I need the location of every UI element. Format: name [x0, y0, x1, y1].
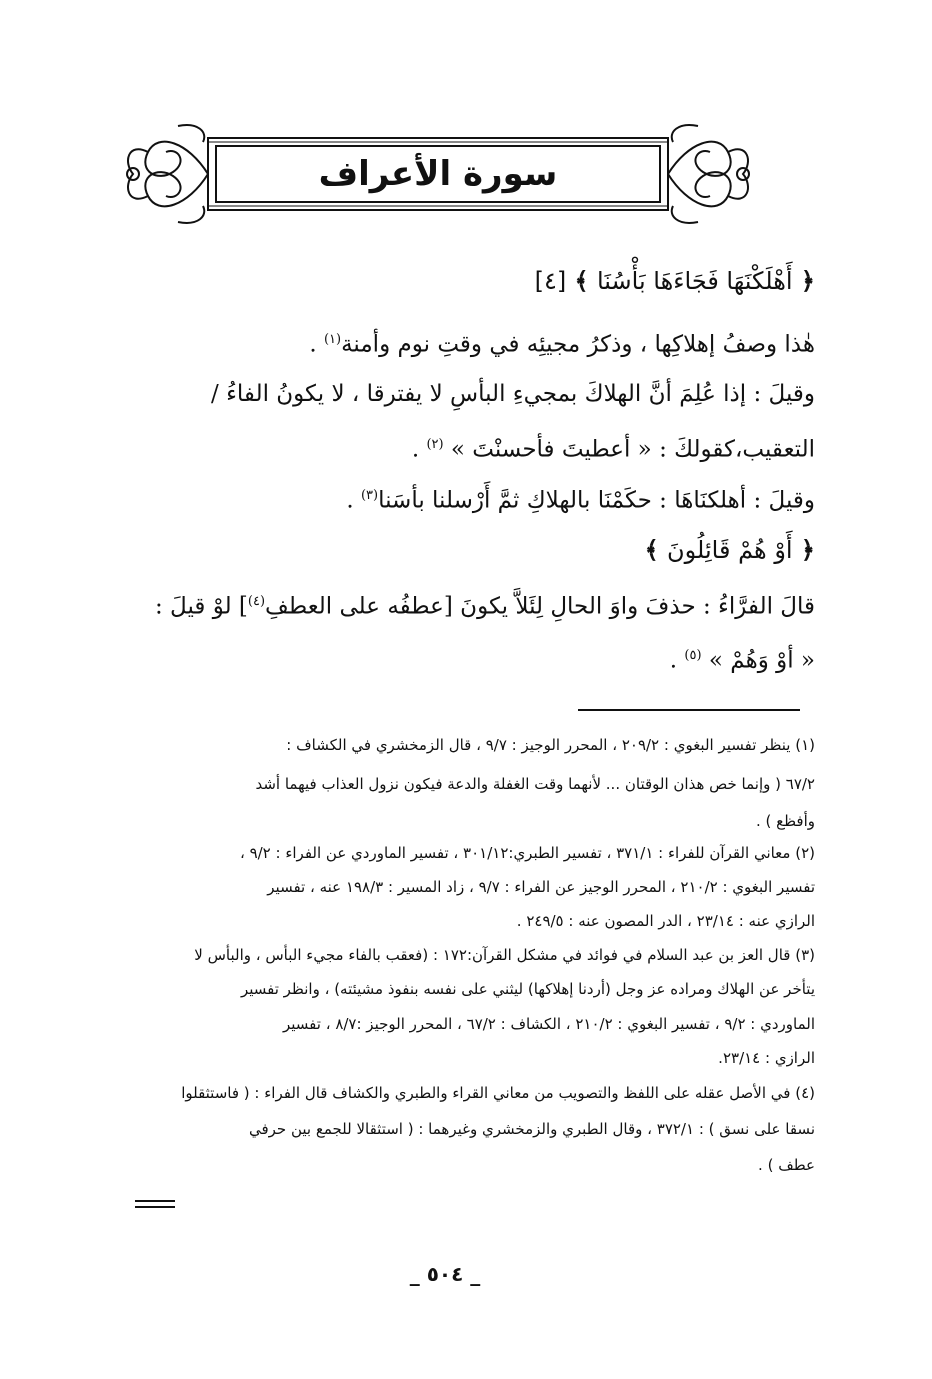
- surah-title: سورة الأعراف: [318, 154, 558, 194]
- verse-2-text: أَوْ هُمْ قَائِلُونَ: [667, 536, 793, 564]
- verse-line-1: [95, 266, 815, 296]
- footnote-3-line-2: يتأخر عن الهلاك ومراده عز وجل (أردنا إهلاكها) ليثني على نفسه بنفوذ مشيئته) ، وانظر تفسير: [240, 980, 815, 998]
- verse-line-2: [95, 535, 815, 565]
- footnote-3-line-3: الماوردي : ٩/٢ ، تفسير البغوي : ٢١٠/٢ ، الكشاف : ٦٧/٢ ، المحرر الوجيز :٨/٧ ، تفسير: [282, 1015, 815, 1033]
- footnote-2-line-3: الرازي عنه : ٢٣/١٤ ، الدر المصون عنه : ٢٤٩/٥ .: [516, 912, 815, 930]
- body-line-5-text: وقيلَ : أهلكنَاهَا : حكَمْنَا بالهلاكِ ثمَّ أَرْسلنا بأسَنا: [378, 487, 815, 514]
- body-line-8: « أوْ وَهُمْ » $^{(٥)}$ .: [669, 647, 815, 674]
- footnote-ref-4: (٤): [247, 594, 266, 609]
- footnote-ref-5: (٥): [684, 648, 702, 663]
- footnote-3-line-1: (٣) قال العز بن عبد السلام في فوائد في مشكل القرآن:١٧٢ : (فعقب بالفاء مجيء البأس ، والبأس لا: [194, 946, 815, 964]
- body-line-2-text: هٰذا وصفُ إهلاكِها ، وذكرُ مجيئِه في وقتِ نوم وأمنة: [341, 331, 815, 358]
- footnote-1-line-1: (١) ينظر تفسير البغوي : ٢٠٩/٢ ، المحرر الوجيز : ٩/٧ ، قال الزمخشري في الكشاف :: [286, 736, 815, 754]
- footnote-ref-1: (١): [323, 332, 342, 347]
- footnote-2-line-2: تفسير البغوي : ٢١٠/٢ ، المحرر الوجيز عن الفراء : ٩/٧ ، زاد المسير : ١٩٨/٣ عنه ، تفسير: [267, 878, 815, 896]
- footnote-1-line-3: وأفظع ) .: [755, 812, 815, 830]
- footnote-3-line-4: الرازي : ٢٣/١٤.: [718, 1049, 815, 1067]
- footnote-1-line-2: ٦٧/٢ ( وإنما خص هذان الوقتان ... لأنهما وقت الغفلة والدعة فيكون نزول العذاب فيهما أشد: [255, 775, 815, 793]
- body-line-4-text: التعقيب،كقولكَ : « أعطيتَ فأحسنْتَ »: [450, 436, 815, 463]
- verse-2-close-bracket: ﴾: [644, 536, 667, 564]
- body-line-7-text-b: ] لوْ قيلَ :: [154, 593, 248, 620]
- verse-1-text: أَهْلَكْنَهَا فَجَاءَهَا بَأْسُنَا: [596, 267, 793, 295]
- footnote-2-line-1: (٢) معاني القرآن للفراء : ٣٧١/١ ، تفسير الطبري:٣٠١/١٢ ، تفسير الماوردي عن الفراء : ٩/٢ ،: [239, 844, 815, 862]
- footnote-ref-2: (٢): [426, 437, 444, 452]
- verse-2-open-bracket: ﴿: [792, 536, 815, 564]
- verse-close-bracket: ﴾: [566, 267, 597, 295]
- body-line-5: وقيلَ : أهلكنَاهَا : حكَمْنَا بالهلاكِ ثمَّ أَرْسلنا بأسَنا$^{(٣)}$ .: [346, 487, 815, 514]
- end-rule-bottom: [135, 1206, 175, 1208]
- footnote-ref-3: (٣): [360, 488, 379, 503]
- body-line-4: التعقيب،كقولكَ : « أعطيتَ فأحسنْتَ » $^{(٢)}$ .: [411, 436, 815, 463]
- verse-open-bracket: ﴿: [792, 267, 815, 295]
- footnote-4-line-3: عطف ) .: [758, 1156, 815, 1174]
- verse-1-ref: [٤]: [534, 267, 567, 295]
- body-line-2: هٰذا وصفُ إهلاكِها ، وذكرُ مجيئِه في وقتِ نوم وأمنة$^{(١)}$ .: [309, 331, 815, 358]
- end-rule-top: [135, 1200, 175, 1202]
- body-line-7-text-a: قالَ الفرَّاءُ : حذفَ واوَ الحالِ لِئَلاَّ يكونَ [عطفُه على العطفِ: [265, 593, 815, 620]
- surah-header-ornament: [118, 112, 758, 236]
- body-line-8-text: « أوْ وَهُمْ »: [708, 647, 815, 674]
- body-line-3: [95, 379, 815, 409]
- body-line-7: [95, 587, 815, 622]
- footnote-4-line-1: (٤) في الأصل عقله على اللفظ والتصويب من معاني القراء والطبري والكشاف قال الفراء : ( فاستثقلوا: [181, 1084, 815, 1102]
- body-line-3-text: وقيلَ : إذا عُلِمَ أنَّ الهلاكَ بمجيءِ البأسِ لا يفترقا ، لا يكونُ الفاءُ /: [211, 381, 815, 407]
- footnote-4-line-2: نسقا على نسق ) : ٣٧٢/١ ، وقال الطبري والزمخشري وغيرهما : ( استثقالا للجمع بين حرفي: [248, 1120, 815, 1138]
- page-number: _ ٥٠٤ _: [409, 1262, 481, 1286]
- footnote-separator: [578, 709, 800, 711]
